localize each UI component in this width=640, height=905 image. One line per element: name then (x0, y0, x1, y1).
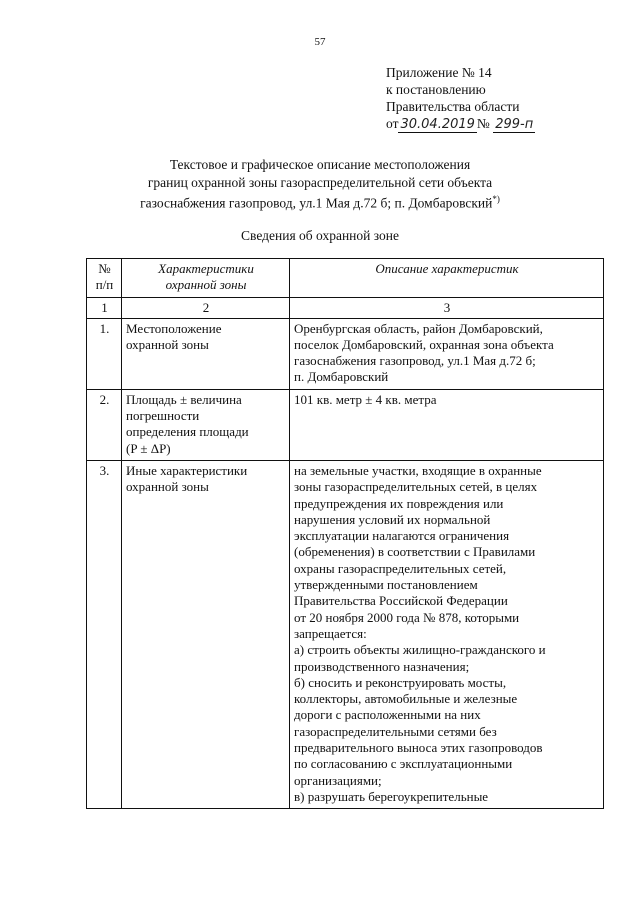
row-description-line: нарушения условий их нормальной (294, 511, 491, 527)
row-description-line: производственного назначения; (294, 658, 470, 674)
row-characteristic-line: Местоположение (126, 320, 222, 336)
col-number-2: 2 (122, 297, 290, 318)
number-prefix: № (476, 116, 490, 131)
row-description-line: Оренбургская область, район Домбаровский, (294, 320, 543, 336)
row-description (290, 389, 604, 460)
row-description-line: (обременения) в соответствии с Правилами (294, 544, 536, 560)
row-description-line: охраны газораспределительных сетей, (294, 560, 507, 576)
row-description-line: запрещается: (294, 625, 367, 641)
row-description-line: утвержденными постановлением (294, 577, 478, 593)
row-description-line: предупреждения их повреждения или (294, 495, 504, 511)
row-number: 2. (87, 389, 122, 460)
row-description-line: эксплуатации налагаются ограничения (294, 528, 510, 544)
row-description-line: по согласованию с эксплуатационными (294, 756, 513, 772)
col-number-3: 3 (290, 297, 604, 318)
table-row (87, 318, 604, 389)
row-description-line: в) разрушать берегоукрепительные (294, 788, 489, 804)
appendix-line-2: к постановлению (386, 82, 486, 97)
table-row (87, 389, 604, 460)
row-characteristic (122, 318, 290, 389)
handwritten-number: 299-п (495, 117, 534, 132)
column-number-row (87, 297, 604, 318)
handwritten-date: 30.04.2019 (400, 117, 475, 132)
row-description-line: газоснабжения газопровод, ул.1 Мая д.72 б; (294, 353, 536, 369)
header-char-line-1: Характеристики (158, 261, 254, 276)
row-description (290, 318, 604, 389)
row-description-line: а) строить объекты жилищно-гражданского и (294, 642, 546, 658)
header-description: Описание характеристик (290, 259, 604, 298)
row-characteristic-line: охранной зоны (126, 479, 209, 495)
row-description (290, 460, 604, 808)
section-subtitle: Сведения об охранной зоне (241, 228, 399, 243)
header-char-line-2: охранной зоны (165, 277, 247, 293)
row-number: 1. (87, 318, 122, 389)
row-description-line: зоны газораспределительных сетей, в целях (294, 479, 538, 495)
row-characteristic (122, 460, 290, 808)
row-description-line: на земельные участки, входящие в охранные (294, 462, 542, 478)
page-number: 57 (314, 36, 326, 48)
row-characteristic-line: охранной зоны (126, 336, 209, 352)
header-characteristics (122, 259, 290, 298)
title-line-3-row (0, 191, 640, 212)
document-title (0, 156, 640, 212)
table-row (87, 460, 604, 808)
appendix-date-row (386, 115, 535, 133)
row-description-line: предварительного выноса этих газопроводов (294, 740, 543, 756)
row-description-line: газораспределительными сетями без (294, 723, 497, 739)
appendix-line-3: Правительства области (386, 99, 520, 114)
row-characteristic-line: определения площади (126, 424, 249, 440)
col-number-1: 1 (87, 297, 122, 318)
footnote-mark: *) (492, 194, 500, 204)
row-description-line: б) сносить и реконструировать мосты, (294, 674, 507, 690)
appendix-block (386, 64, 535, 133)
row-characteristic (122, 389, 290, 460)
row-characteristic-line: Площадь ± величина (126, 391, 242, 407)
header-num-line-2: п/п (95, 277, 114, 293)
header-num-line-1: № (98, 261, 111, 276)
row-description-line: дороги с расположенными на них (294, 707, 481, 723)
table-header-row (87, 259, 604, 298)
row-characteristic-line: (P ± ΔP) (126, 440, 171, 456)
row-description-line: от 20 ноября 2000 года № 878, которыми (294, 609, 520, 625)
title-line-2: границ охранной зоны газораспределительной сети объекта (147, 174, 493, 190)
date-prefix: от (386, 116, 399, 131)
zone-table (86, 258, 604, 809)
row-description-line: Правительства Российской Федерации (294, 593, 508, 609)
row-characteristic-line: Иные характеристики (126, 462, 248, 478)
title-line-1: Текстовое и графическое описание местоположения (169, 157, 471, 172)
row-description-line: организациями; (294, 772, 382, 788)
title-line-3: газоснабжения газопровод, ул.1 Мая д.72 б; п. Домбаровский (140, 195, 493, 211)
table-body (87, 318, 604, 809)
header-num (87, 259, 122, 298)
row-description-line: поселок Домбаровский, охранная зона объекта (294, 336, 554, 352)
row-description-line: коллекторы, автомобильные и железные (294, 691, 518, 707)
row-number: 3. (87, 460, 122, 808)
row-characteristic-line: погрешности (126, 408, 200, 424)
appendix-line-1: Приложение № 14 (386, 65, 492, 80)
row-description-line: 101 кв. метр ± 4 кв. метра (294, 391, 437, 407)
row-description-line: п. Домбаровский (294, 369, 389, 385)
